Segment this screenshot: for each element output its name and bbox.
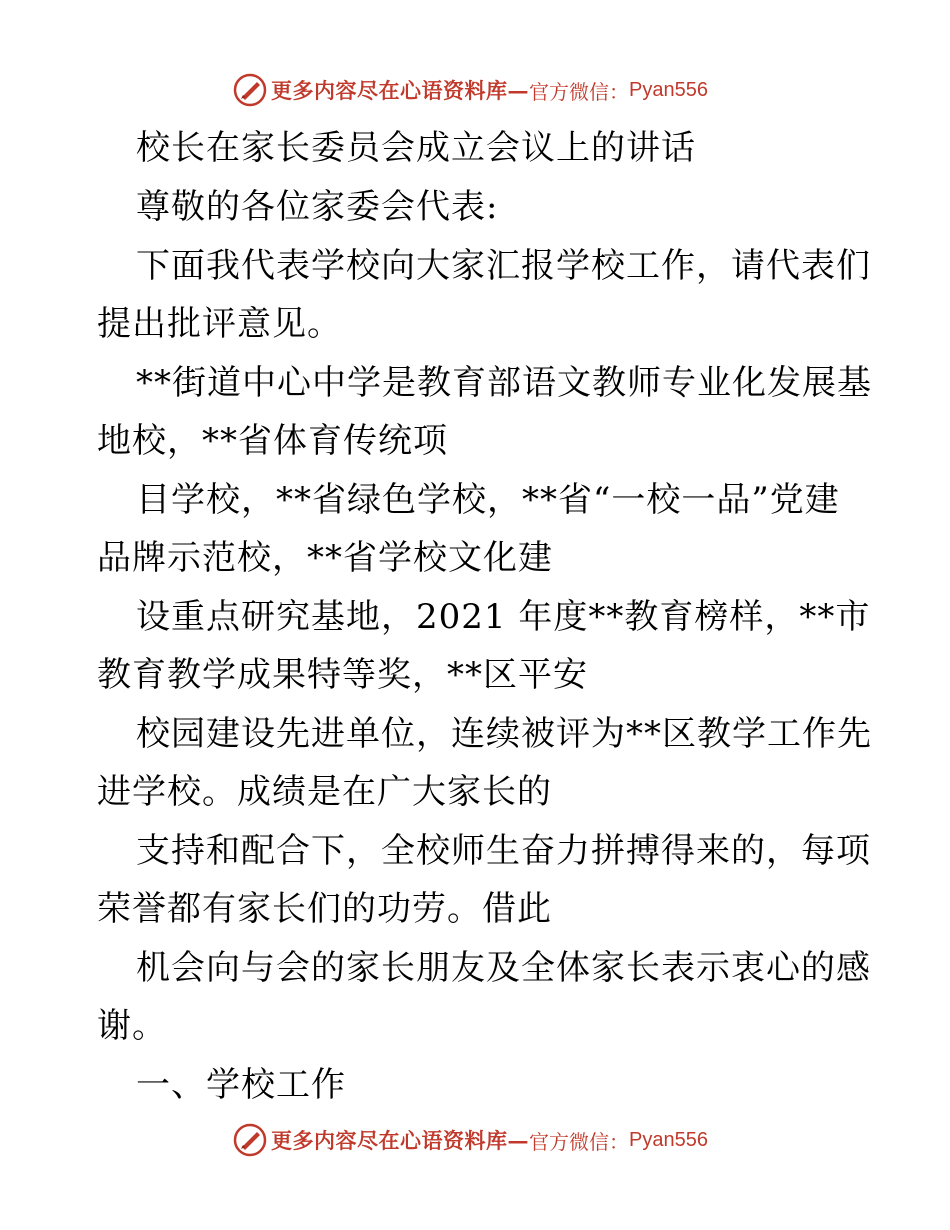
paragraph-line: **街道中心中学是教育部语文教师专业化发展基: [136, 363, 872, 403]
watermark-official-label: 官方微信：: [529, 79, 629, 104]
footer-watermark: [233, 1120, 708, 1160]
paragraph-line: 品牌示范校，**省学校文化建: [97, 538, 553, 578]
paragraph-line: 支持和配合下，全校师生奋力拼搏得来的，每项: [136, 831, 871, 871]
paragraph-line: 设重点研究基地，2021 年度**教育榜样，**市: [136, 597, 871, 637]
header-watermark: [233, 70, 708, 110]
paragraph-line: 进学校。成绩是在广大家长的: [97, 772, 552, 812]
paragraph-line: 荣誉都有家长们的功劳。借此: [97, 889, 552, 929]
paragraph-line: 谢。: [97, 1006, 167, 1046]
paragraph-line: 下面我代表学校向大家汇报学校工作，请代表们: [136, 246, 871, 286]
section-heading: 一、学校工作: [136, 1065, 346, 1105]
document-title: 校长在家长委员会成立会议上的讲话: [136, 128, 696, 168]
logo-icon: [233, 1123, 267, 1157]
paragraph-line: 教育教学成果特等奖，**区平安: [97, 655, 588, 695]
paragraph-line: 校园建设先进单位，连续被评为**区教学工作先: [136, 714, 872, 754]
salutation: 尊敬的各位家委会代表:: [136, 187, 499, 227]
paragraph-line: 机会向与会的家长朋友及全体家长表示衷心的感: [136, 948, 871, 988]
watermark-text: 更多内容尽在心语资料库—: [271, 78, 529, 103]
logo-icon: [233, 73, 267, 107]
paragraph-line: 提出批评意见。: [97, 304, 342, 344]
watermark-wechat-id: Pyan556: [629, 1128, 708, 1151]
paragraph-line: 目学校，**省绿色学校，**省“一校一品”党建: [136, 480, 840, 520]
watermark-official-label: 官方微信：: [529, 1129, 629, 1154]
watermark-wechat-id: Pyan556: [629, 78, 708, 101]
paragraph-line: 地校，**省体育传统项: [97, 421, 448, 461]
watermark-text: 更多内容尽在心语资料库—: [271, 1128, 529, 1153]
